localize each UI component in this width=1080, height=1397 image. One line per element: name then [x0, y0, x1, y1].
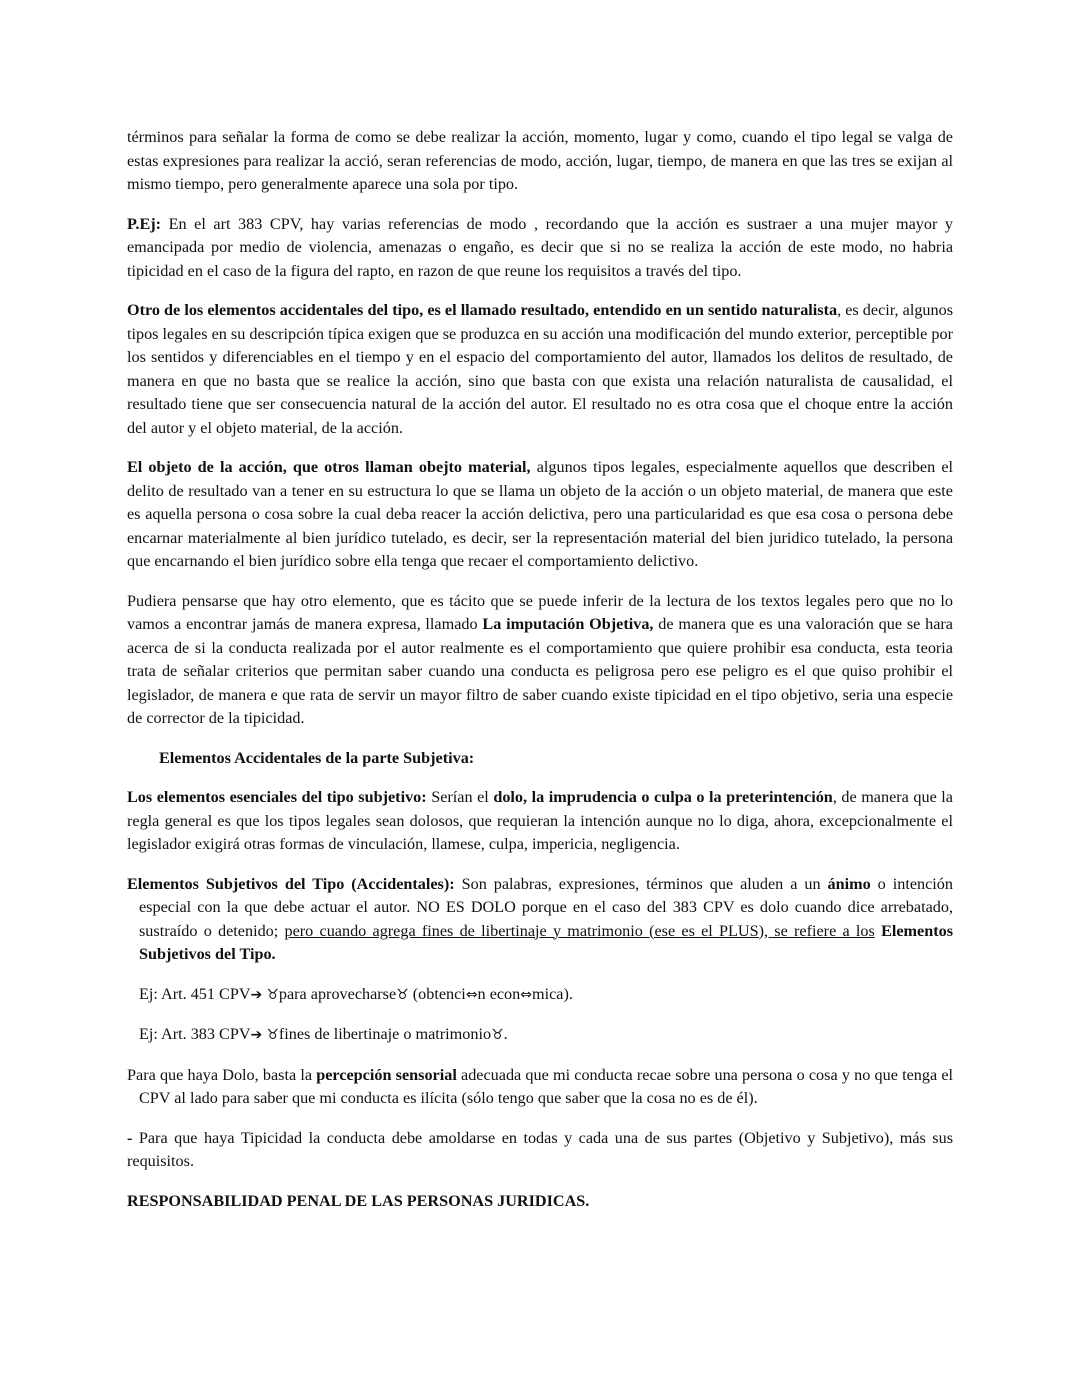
plus-underlined: pero cuando agrega fines de libertinaje y matrimonio (ese es el PLUS), se refiere a los [284, 921, 875, 940]
paragraph-dolo-percepcion: Para que haya Dolo, basta la percepción sensorial adecuada que mi conducta recae sobre una persona o cosa y no que tenga el CPV al lado para saber que mi conducta es ilícita (sólo tengo que saber que la cosa no es de él). [127, 1065, 954, 1107]
double-arrow-icon: ⇔ [520, 986, 532, 1003]
taurus-symbol-icon: ♉ [266, 986, 279, 1003]
imputacion-term: La imputación Objetiva, [482, 615, 654, 633]
paragraph-objeto-accion: El objeto de la acción, que otros llaman obejto material, algunos tipos legales, especialmente aquellos que describen el delito de resultado van a tener en su estructura lo que se llama un objeto de la acción o un objeto material, de manera que este es aquella persona o cosa sobre la cual deba reacer la acción delictiva, pero una particularidad es que esa cosa o persona debe encarnar materialmente al bien jurídico tutelado, es decir, ser la representación material del bien juridico tutelado, la persona que encarnando el bien jurídico sobre ella tenga que recaer el comportamiento delictivo. [127, 458, 954, 570]
example-art-451: Ej: Art. 451 CPV➔ ♉para aprovecharse♉ (obtenci⇔n econ⇔mica). [139, 984, 573, 1003]
animo-term: ánimo [827, 874, 871, 893]
taurus-symbol-icon: ♉ [396, 986, 409, 1003]
arrow-right-icon: ➔ [250, 1027, 263, 1043]
paragraph-elementos-subjetivos: Elementos Subjetivos del Tipo (Accidentales): Son palabras, expresiones, términos que aluden a un ánimo o intención especial con la que debe actuar el autor. NO ES DOLO porque en el caso del 383 CPV es dolo cuando dice arrebatado, sustraído o detenido; pero cuando agrega fines de libertinaje y matrimonio (ese es el PLUS), se refiere a los Elementos Subjetivos del Tipo. [127, 874, 954, 963]
double-arrow-icon: ⇔ [465, 986, 478, 1003]
example-art-383: Ej: Art. 383 CPV➔ ♉fines de libertinaje o matrimonio♉. [139, 1025, 508, 1043]
section-heading: RESPONSABILIDAD PENAL DE LAS PERSONAS JURIDICAS. [127, 1191, 590, 1210]
arrow-right-icon: ➔ [250, 986, 263, 1003]
objeto-lead: El objeto de la acción, que otros llaman obejto material, [127, 458, 531, 476]
resultado-lead: Otro de los elementos accidentales del tipo, es el llamado resultado, entendido en un sentido naturalista [127, 301, 838, 319]
paragraph-tipicidad: - Para que haya Tipicidad la conducta debe amoldarse en todas y cada una de sus partes (Objetivo y Subjetivo), más sus requisitos. [127, 1128, 953, 1170]
paragraph-imputacion-objetiva: Pudiera pensarse que hay otro elemento, que es tácito que se puede inferir de la lectura de los textos legales pero que no lo vamos a encontrar jamás de manera expresa, llamado La imputación Objetiva, de manera que es una valoración que se hara acerca de si la conducta realizada por el autor realmente es el comportamiento que quiere prohibir esa conducta, esta teoria trata de señalar criterios que permitan saber cuando una conducta es peligrosa pero ese peligro es el que quiso prohibir el legislador, de manera e que rata de servir un mayor filtro de saber cuando existe tipicidad en el tipo objetivo, seria una especie de corrector de la tipicidad. [127, 591, 953, 727]
paragraph-tipo-subjetivo: Los elementos esenciales del tipo subjetivo: Serían el dolo, la imprudencia o culpa o la preterintención, de manera que la regla general es que los tipos legales sean dolosos, que requieran la intención aunque no lo diga, ahora, excepcionalmente el legislador exigirá otras formas de vinculación, llamese, culpa, impericia, negligencia. [127, 788, 953, 853]
paragraph-example-rapto: P.Ej: En el art 383 CPV, hay varias referencias de modo , recordando que la acción es sustraer a una mujer mayor y emancipada por medio de violencia, amenazas o engaño, es decir que si no se realiza la acción de este modo, no habria tipicidad en el caso de la figura del rapto, en razon de que reune los requisitos a través del tipo. [127, 214, 953, 280]
paragraph-resultado: Otro de los elementos accidentales del tipo, es el llamado resultado, entendido en un sentido naturalista, es decir, algunos tipos legales en su descripción típica exigen que se produzca en su acción una modificación del mundo exterior, perceptible por los sentidos y diferenciables en el tiempo y en el espacio del comportamiento del autor, llamados los delitos de resultado, de manera en que no basta que se realice la acción, sino que basta con que exista una relación naturalista de causalidad, el resultado tiene que ser consecuencia natural de la acción del autor. El resultado no es otra cosa que el choque entre la acción del autor y el objeto material, de la acción. [127, 301, 953, 437]
percepcion-term: percepción sensorial [316, 1065, 457, 1084]
taurus-symbol-icon: ♉ [491, 1027, 504, 1043]
taurus-symbol-icon: ♉ [266, 1027, 279, 1043]
dolo-terms: dolo, la imprudencia o culpa o la preterintención [493, 788, 833, 806]
tipo-subjetivo-lead: Los elementos esenciales del tipo subjetivo: [127, 788, 427, 806]
dash-bullet: - [127, 1128, 133, 1147]
document-page [127, 126, 953, 1213]
elementos-subjetivos-end: Elementos Subjetivos del Tipo. [139, 921, 954, 963]
elementos-subjetivos-lead: Elementos Subjetivos del Tipo (Accidentales): [127, 874, 455, 893]
paragraph-modo-references: términos para señalar la forma de como se debe realizar la acción, momento, lugar y como, cuando el tipo legal se valga de estas expresiones para realizar la acció, seran referencias de modo, acción, lugar, tiempo, de manera en que las tres se exijan al mismo tiempo, pero generalmente aparece una sola por tipo. [127, 128, 953, 193]
section-subheading: Elementos Accidentales de la parte Subjetiva: [159, 748, 475, 767]
example-label: P.Ej: [127, 214, 162, 233]
